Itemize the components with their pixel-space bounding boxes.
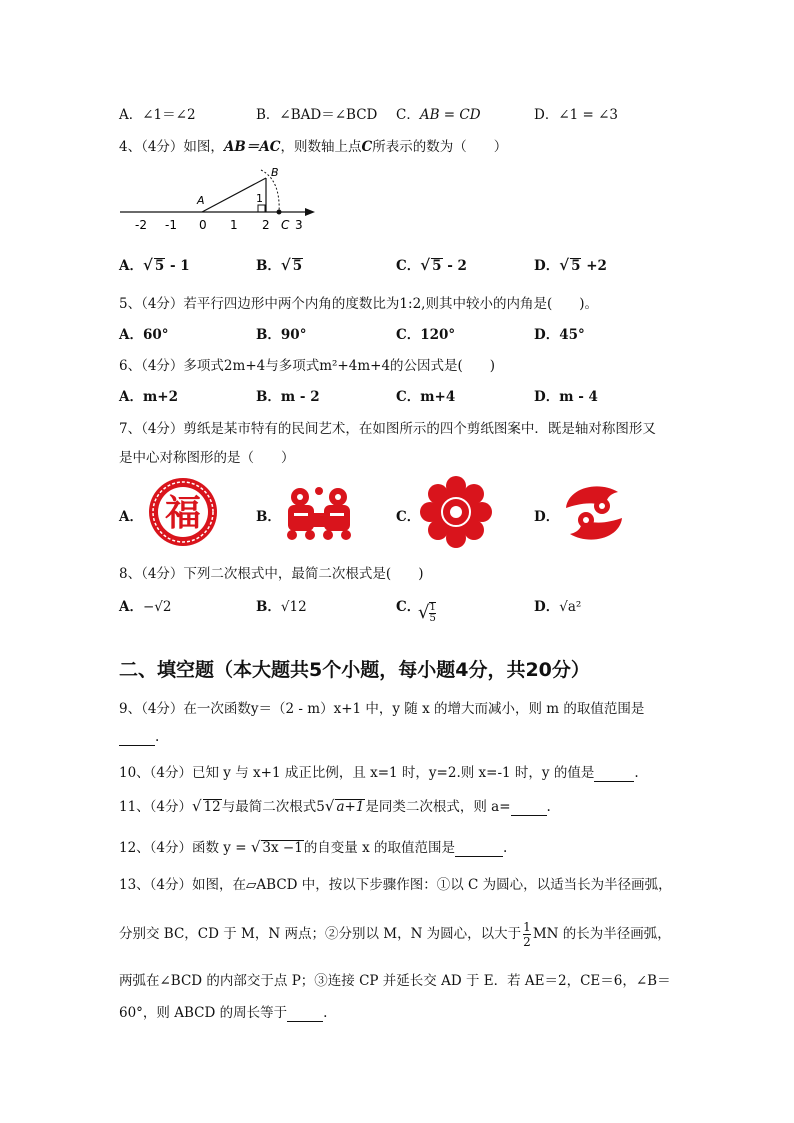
option-letter: B． xyxy=(256,599,281,615)
sqrt-icon: √ xyxy=(324,797,335,815)
right-angle-mark xyxy=(258,205,265,212)
q6-stem: 6、（4分）多项式2m+4与多项式m²+4m+4的公因式是( ) xyxy=(119,358,496,374)
paper-cut-twin-lions-image[interactable] xyxy=(282,483,356,543)
q4-stem-end: 所表示的数为（ ） xyxy=(372,139,508,155)
option-expr: √12 xyxy=(280,599,307,615)
sqrt-icon: √ xyxy=(250,838,261,856)
q5-stem: 5、（4分）若平行四边形中两个内角的度数比为1:2,则其中较小的内角是( )。 xyxy=(119,296,598,312)
q6-option-d[interactable]: D．m - 4 xyxy=(534,389,598,405)
q13-line1: 13、（4分）如图，在▱ABCD 中，按以下步骤作图：①以 C 为圆心，以适当长为半径画弧， xyxy=(119,877,672,893)
radicand: a+1 xyxy=(336,799,365,815)
q13-line2-a: 分别交 BC，CD 于 M，N 两点；②分别以 M，N 为圆心，以大于 xyxy=(119,926,522,942)
option-expr: √a² xyxy=(559,599,582,615)
q7-option-a-label[interactable]: A． xyxy=(119,509,143,525)
q3-option-c[interactable] xyxy=(396,103,481,123)
q3-option-b[interactable]: B．∠BAD＝∠BCD xyxy=(256,107,378,123)
q8-stem: 8、（4分）下列二次根式中，最简二次根式是( ) xyxy=(119,566,424,582)
sqrt-icon: √ xyxy=(142,256,153,274)
q3-option-a[interactable]: A．∠1＝∠2 xyxy=(119,107,196,123)
q5-option-b[interactable]: B．90° xyxy=(256,327,307,343)
line-end: . xyxy=(323,1005,328,1021)
radicand: 3x −1 xyxy=(262,840,303,856)
option-tail: +2 xyxy=(586,258,607,274)
q9-stem-line1: 9、（4分）在一次函数y＝（2 - m）x+1 中，y 随 x 的增大而减小，则 m 的取值范围是 xyxy=(119,701,645,717)
radicand: 5 xyxy=(571,258,581,274)
q11-stem xyxy=(119,795,551,816)
option-letter: C． xyxy=(396,599,421,615)
option-tail: - 2 xyxy=(447,258,467,274)
q10-text: 10、（4分）已知 y 与 x+1 成正比例，且 x=1 时，y=2.则 x=-1 时，y 的值是 xyxy=(119,765,595,781)
tick-label: 1 xyxy=(230,218,238,232)
q6-option-b[interactable]: B．m - 2 xyxy=(256,389,320,405)
q8-option-b[interactable] xyxy=(256,595,307,615)
fraction-half xyxy=(523,920,531,949)
option-letter: D． xyxy=(534,599,560,615)
sqrt-icon: √ xyxy=(418,602,430,623)
twin-lions-icon xyxy=(282,483,356,543)
axis-arrow-icon xyxy=(305,208,315,216)
q7-option-c-label[interactable]: C． xyxy=(396,509,421,525)
q3-option-c-math: AB = CD xyxy=(419,107,481,123)
q6-option-c[interactable]: C．m+4 xyxy=(396,389,456,405)
twin-fish-icon xyxy=(558,478,630,548)
tick-label: 2 xyxy=(262,218,270,232)
label-a: A xyxy=(197,194,205,207)
radicand: 5 xyxy=(154,258,165,274)
option-letter: C． xyxy=(396,258,421,274)
radicand: 12 xyxy=(203,799,221,815)
q6-option-a[interactable]: A．m+2 xyxy=(119,389,178,405)
q13-line2-b: MN 的长为半径画弧， xyxy=(532,926,671,942)
radicand: 5 xyxy=(292,258,303,274)
q4-stem-c: C xyxy=(361,139,373,155)
q3-option-d-math: ∠1 = ∠3 xyxy=(558,107,619,123)
point-c-dot xyxy=(277,210,282,215)
q12-stem xyxy=(119,836,507,857)
q3-option-d[interactable] xyxy=(534,103,618,123)
sqrt-icon: √ xyxy=(420,256,431,274)
answer-blank[interactable] xyxy=(119,729,155,746)
fu-circle-icon xyxy=(148,477,218,547)
q13-line4-text: 60°，则 ABCD 的周长等于 xyxy=(119,1005,288,1021)
q11-suffix: 是同类二次根式，则 a= xyxy=(365,799,511,815)
line-end: . xyxy=(634,765,639,781)
sqrt-icon: √ xyxy=(559,256,570,274)
q3-option-d-letter: D． xyxy=(534,107,559,123)
fu-char: 福 xyxy=(164,493,202,534)
q4-stem xyxy=(119,135,507,155)
q5-option-a[interactable]: A．60° xyxy=(119,327,169,343)
option-expr: −√2 xyxy=(142,599,172,615)
answer-blank[interactable] xyxy=(594,765,634,782)
tick-label: 3 xyxy=(295,218,303,232)
sqrt-icon: √ xyxy=(280,256,291,274)
q4-stem-suffix: ，则数轴上点 xyxy=(280,139,362,155)
answer-blank[interactable] xyxy=(287,1005,323,1022)
q8-option-c[interactable] xyxy=(396,595,420,615)
option-letter: A． xyxy=(119,258,143,274)
q5-option-c[interactable]: C．120° xyxy=(396,327,456,343)
flower-icon xyxy=(420,476,492,548)
paper-cut-fu-image[interactable] xyxy=(148,477,218,547)
q7-stem-line2: 是中心对称图形的是（ ） xyxy=(119,450,295,466)
sqrt-icon: √ xyxy=(192,797,202,815)
q8-option-d[interactable] xyxy=(534,595,581,615)
answer-blank[interactable] xyxy=(511,799,547,816)
line-end: . xyxy=(155,729,160,745)
q4-number-line-figure xyxy=(115,160,325,238)
option-letter: D． xyxy=(534,258,560,274)
q5-option-d[interactable]: D．45° xyxy=(534,327,585,343)
q8-option-a[interactable] xyxy=(119,595,172,615)
frac-num: 1 xyxy=(429,602,436,613)
q7-option-b-label[interactable]: B． xyxy=(256,509,281,525)
q3-option-c-letter: C． xyxy=(396,107,420,123)
line-end: . xyxy=(546,799,551,815)
q11-mid: 与最简二次根式5 xyxy=(221,799,325,815)
line-end: . xyxy=(503,840,508,856)
q9-answer-line[interactable] xyxy=(119,729,159,746)
tick-label: -1 xyxy=(165,218,177,232)
frac-den: 2 xyxy=(523,935,531,949)
q7-option-d-label[interactable]: D． xyxy=(534,509,560,525)
label-height: 1 xyxy=(256,192,263,205)
section-2-title: 二、填空题（本大题共5个小题，每小题4分，共20分） xyxy=(119,659,590,681)
option-letter: A． xyxy=(119,599,143,615)
q7-stem-line1: 7、（4分）剪纸是某市特有的民间艺术，在如图所示的四个剪纸图案中．既是轴对称图形又 xyxy=(119,421,656,437)
label-c: C xyxy=(281,218,290,232)
paper-cut-fish-image[interactable] xyxy=(558,478,630,548)
q12-suffix: 的自变量 x 的取值范围是 xyxy=(303,840,456,856)
frac-num: 1 xyxy=(523,920,531,934)
q4-option-a[interactable] xyxy=(119,254,190,274)
q13-line4 xyxy=(119,1001,327,1022)
paper-cut-flower-image[interactable] xyxy=(420,476,492,548)
option-letter: B． xyxy=(256,258,281,274)
q4-option-b[interactable] xyxy=(256,254,303,274)
tick-label: 0 xyxy=(199,218,207,232)
q13-line3: 两弧在∠BCD 的内部交于点 P；③连接 CP 并延长交 AD 于 E．若 AE＝2，CE＝6，∠B＝ xyxy=(119,973,671,989)
q4-stem-prefix: 4、（4分）如图， xyxy=(119,139,224,155)
q12-prefix: 12、（4分）函数 y = xyxy=(119,840,251,856)
answer-blank[interactable] xyxy=(455,840,503,857)
q4-stem-math: AB＝AC xyxy=(223,139,281,155)
q10-stem xyxy=(119,761,639,782)
frac-den: 5 xyxy=(429,613,436,624)
radicand: 5 xyxy=(432,258,442,274)
q13-line2 xyxy=(119,920,671,949)
q11-prefix: 11、（4分） xyxy=(119,799,193,815)
q8-option-c-fraction-sqrt xyxy=(418,602,436,624)
label-b: B xyxy=(271,166,279,179)
q4-option-c[interactable] xyxy=(396,254,467,274)
q4-option-d[interactable] xyxy=(534,254,607,274)
tick-label: -2 xyxy=(135,218,147,232)
option-tail: - 1 xyxy=(169,258,190,274)
